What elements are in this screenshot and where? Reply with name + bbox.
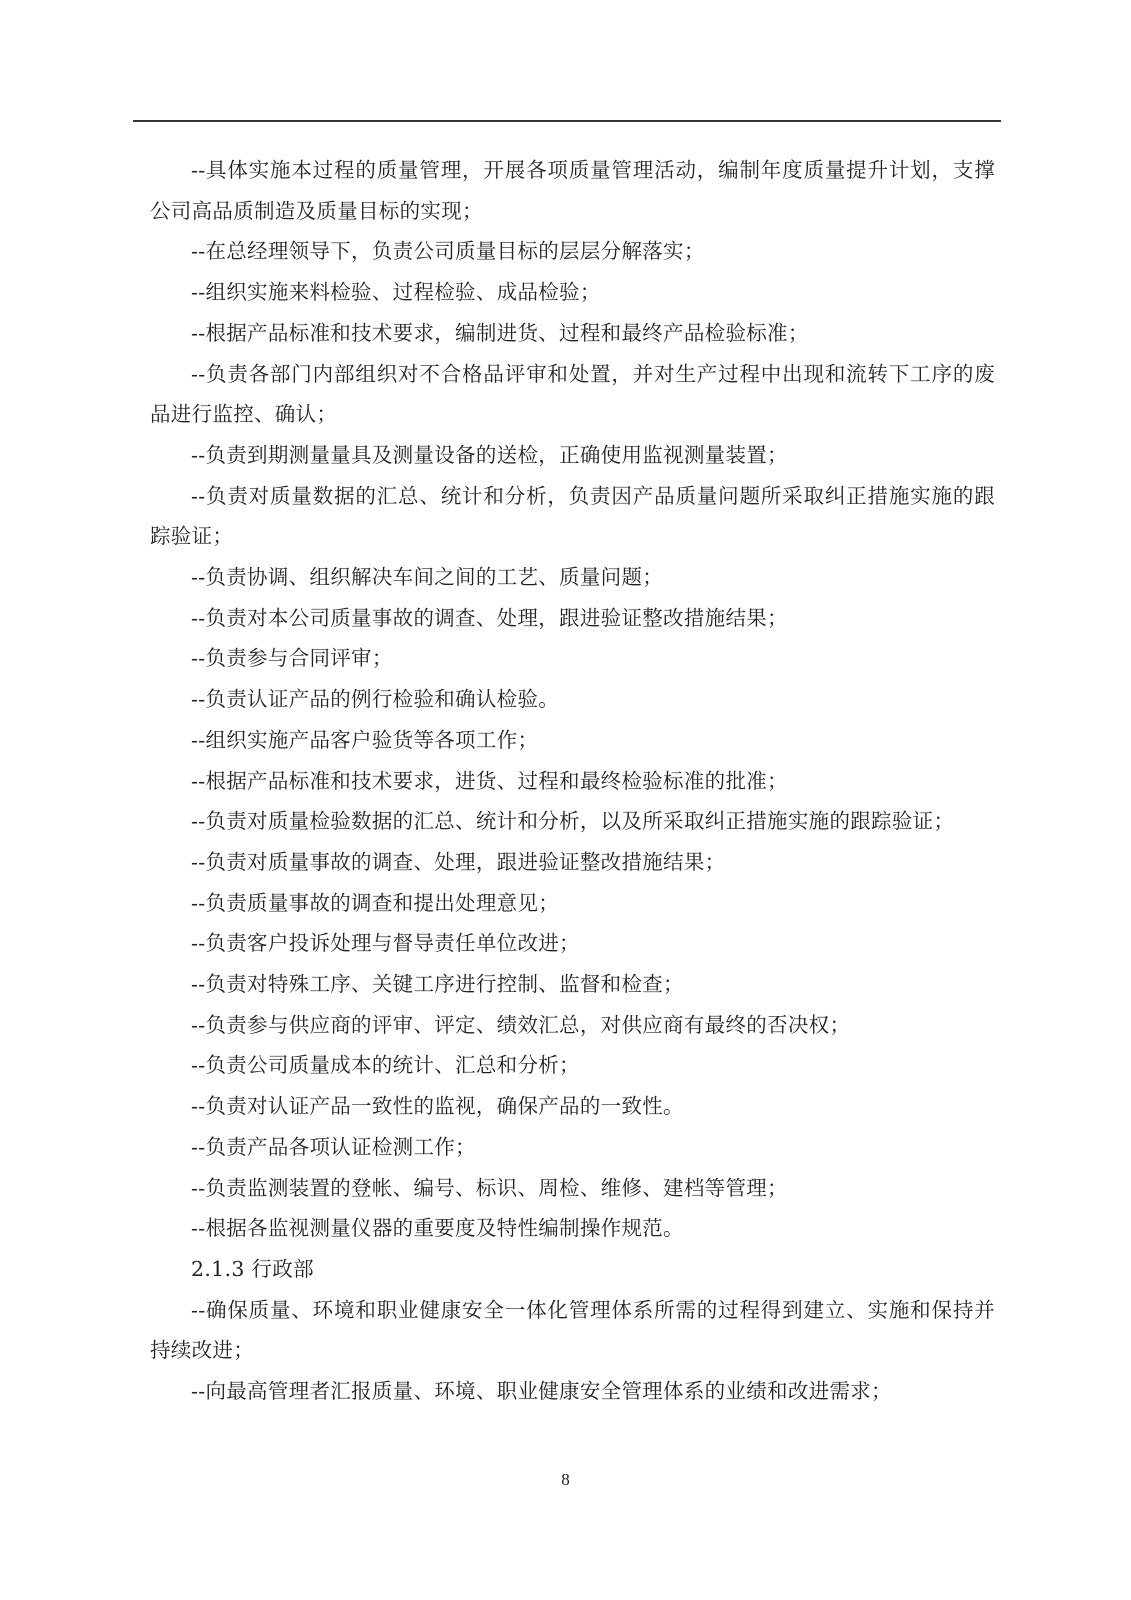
paragraph: --负责对质量事故的调查、处理，跟进验证整改措施结果； (191, 849, 726, 874)
page-number: 8 (561, 1470, 570, 1489)
header-rule (133, 120, 1001, 122)
paragraph: --负责客户投诉处理与督导责任单位改进； (191, 931, 580, 956)
paragraph: --根据各监视测量仪器的重要度及特性编制操作规范。 (191, 1216, 684, 1241)
paragraph: --确保质量、环境和职业健康安全一体化管理体系所需的过程得到建立、实施和保持并持续改进； (150, 1297, 995, 1363)
paragraph: --根据产品标准和技术要求，进货、过程和最终检验标准的批准； (191, 768, 788, 793)
paragraph: --负责认证产品的例行检验和确认检验。 (191, 687, 560, 712)
paragraph: --组织实施来料检验、过程检验、成品检验； (191, 280, 601, 305)
document-body (150, 150, 995, 1412)
paragraph: --负责对特殊工序、关键工序进行控制、监督和检查； (191, 972, 684, 997)
paragraph: --具体实施本过程的质量管理，开展各项质量管理活动，编制年度质量提升计划，支撑公司高品质制造及质量目标的实现； (150, 158, 995, 223)
paragraph: --在总经理领导下，负责公司质量目标的层层分解落实； (191, 239, 705, 264)
paragraph: --负责参与合同评审； (191, 646, 393, 671)
paragraph: --负责协调、组织解决车间之间的工艺、质量问题； (191, 565, 664, 590)
paragraph: --负责产品各项认证检测工作； (191, 1134, 476, 1159)
paragraph: --负责对质量数据的汇总、统计和分析，负责因产品质量问题所采取纠正措施实施的跟踪验证； (150, 483, 995, 549)
paragraph: --负责到期测量量具及测量设备的送检，正确使用监视测量装置； (191, 442, 788, 467)
paragraph: --负责对本公司质量事故的调查、处理，跟进验证整改措施结果； (191, 605, 788, 630)
paragraph: --负责公司质量成本的统计、汇总和分析； (191, 1053, 580, 1078)
paragraph: --组织实施产品客户验货等各项工作； (191, 727, 539, 752)
paragraph: --根据产品标准和技术要求，编制进货、过程和最终产品检验标准； (191, 320, 809, 345)
paragraph: --负责质量事故的调查和提出处理意见； (191, 890, 560, 915)
paragraph: --负责对质量检验数据的汇总、统计和分析，以及所采取纠正措施实施的跟踪验证； (191, 809, 955, 834)
paragraph: --负责参与供应商的评审、评定、绩效汇总，对供应商有最终的否决权； (191, 1012, 851, 1037)
paragraph: --负责监测装置的登帐、编号、标识、周检、维修、建档等管理； (191, 1175, 788, 1200)
paragraph: --向最高管理者汇报质量、环境、职业健康安全管理体系的业绩和改进需求； (191, 1379, 892, 1404)
section-heading: 2.1.3 行政部 (191, 1256, 314, 1281)
paragraph: --负责各部门内部组织对不合格品评审和处置，并对生产过程中出现和流转下工序的废品进行监控、确认； (150, 361, 995, 427)
paragraph: --负责对认证产品一致性的监视，确保产品的一致性。 (191, 1094, 684, 1119)
